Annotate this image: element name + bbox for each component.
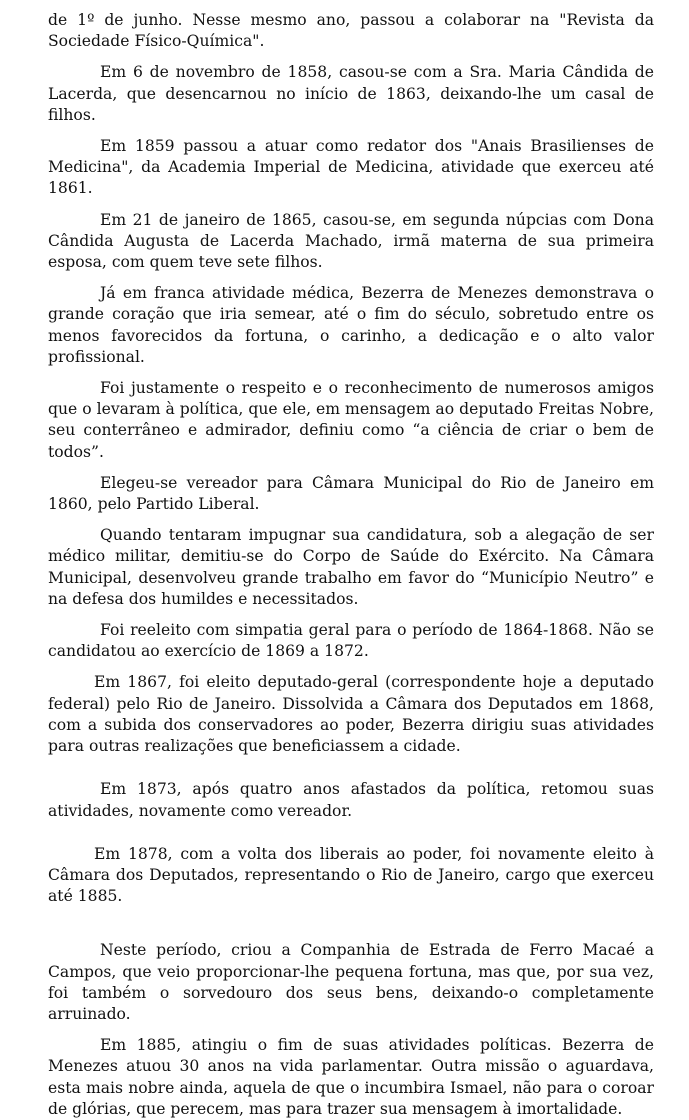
paragraph-5: Já em franca atividade médica, Bezerra de Menezes demonstrava o grande coração que iria semear, até o fim do século, sobretudo entre os menos favorecidos da fortuna, o carinho, a dedicação e o alto valor profissional. (48, 284, 654, 366)
paragraph-8: Quando tentaram impugnar sua candidatura, sob a alegação de ser médico militar, demitiu-se do Corpo de Saúde do Exército. Na Câmara Municipal, desenvolveu grande trabalho em favor do “Município Neutro” e na defesa dos humildes e necessitados. (48, 526, 654, 608)
paragraph-13: Neste período, criou a Companhia de Estrada de Ferro Macaé a Campos, que veio proporcionar-lhe pequena fortuna, mas que, por sua vez, foi também o sorvedouro dos seus bens, deixando-o completamente arruinado. (48, 941, 654, 1023)
paragraph-7: Elegeu-se vereador para Câmara Municipal do Rio de Janeiro em 1860, pelo Partido Liberal. (48, 473, 654, 514)
paragraph-4: Em 21 de janeiro de 1865, casou-se, em segunda núpcias com Dona Cândida Augusta de Lacerda Machado, irmã materna de sua primeira esposa, com quem teve sete filhos. (48, 210, 654, 272)
paragraph-1: de 1º de junho. Nesse mesmo ano, passou a colaborar na "Revista da Sociedade Físico-Química". (48, 11, 654, 51)
paragraph-6: Foi justamente o respeito e o reconhecimento de numerosos amigos que o levaram à política, que ele, em mensagem ao deputado Freitas Nobre, seu conterrâneo e admirador, definiu como “a ciência de criar o bem de todos”. (48, 379, 654, 461)
paragraph-2: Em 6 de novembro de 1858, casou-se com a Sra. Maria Cândida de Lacerda, que desencarnou no início de 1863, deixando-lhe um casal de filhos. (48, 63, 654, 124)
paragraph-10: Em 1867, foi eleito deputado-geral (correspondente hoje a deputado federal) pelo Rio de Janeiro. Dissolvida a Câmara dos Deputados em 1868, com a subida dos conservadores ao poder, Bezerra dirigiu suas atividades para outras realizações que beneficiassem a cidade. (48, 673, 654, 756)
paragraph-9: Foi reeleito com simpatia geral para o período de 1864-1868. Não se candidatou ao exercício de 1869 a 1872. (48, 621, 654, 661)
paragraph-3: Em 1859 passou a atuar como redator dos "Anais Brasilienses de Medicina", da Academia Imperial de Medicina, atividade que exerceu até 1861. (48, 137, 654, 198)
paragraph-14: Em 1885, atingiu o fim de suas atividades políticas. Bezerra de Menezes atuou 30 anos na vida parlamentar. Outra missão o aguardava, esta mais nobre ainda, aquela de que o incumbira Ismael, não para o coroar de glórias, que perecem, mas para trazer sua mensagem à imortalidade. (48, 1036, 654, 1118)
paragraph-11: Em 1873, após quatro anos afastados da política, retomou suas atividades, novamente como vereador. (48, 780, 654, 820)
paragraph-12: Em 1878, com a volta dos liberais ao poder, foi novamente eleito à Câmara dos Deputados, representando o Rio de Janeiro, cargo que exerceu até 1885. (48, 844, 654, 906)
document-page (48, 10, 654, 1120)
